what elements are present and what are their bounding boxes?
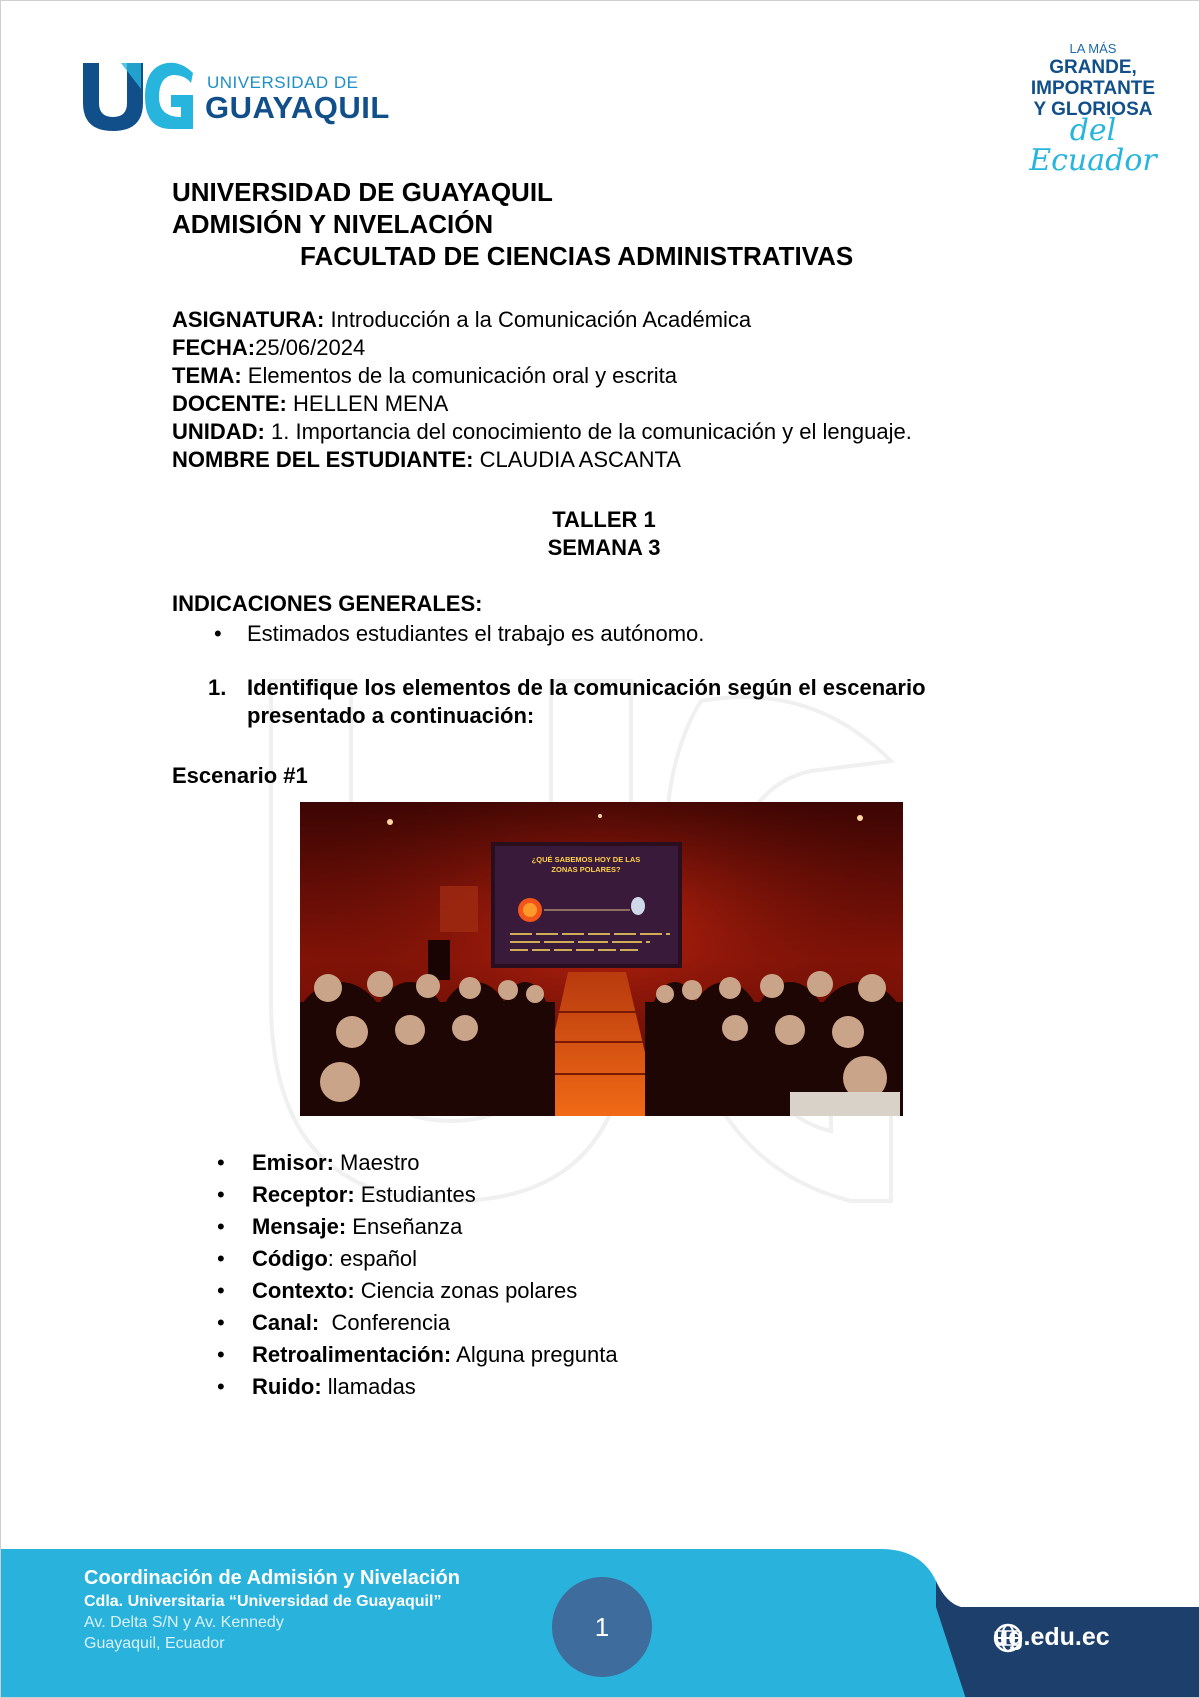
meta-asignatura-value: Introducción a la Comunicación Académica	[324, 307, 752, 332]
bullet-dot: •	[217, 1246, 225, 1271]
list-item-codigo	[213, 1243, 913, 1275]
element-value: : español	[327, 1246, 418, 1271]
bullet-dot: •	[217, 1214, 225, 1239]
footer-line-2: Cdla. Universitaria “Universidad de Guayaquil”	[84, 1593, 442, 1610]
ug-logo	[81, 59, 390, 133]
question-number: 1.	[208, 675, 227, 700]
element-value: Estudiantes	[354, 1182, 476, 1207]
screen-title-line-2: ZONAS POLARES?	[551, 865, 621, 874]
list-item-emisor	[213, 1147, 913, 1179]
slogan-line-3: IMPORTANTE	[1030, 78, 1156, 99]
meta-docente-value: HELLEN MENA	[286, 391, 449, 416]
meta-tema-value: Elementos de la comunicación oral y escrita	[241, 363, 677, 388]
footer-line-3: Av. Delta S/N y Av. Kennedy	[84, 1614, 284, 1631]
element-label: Contexto:	[252, 1278, 355, 1303]
meta-block	[172, 306, 1052, 474]
meta-fecha	[172, 334, 1052, 362]
bullet-dot: •	[217, 1278, 225, 1303]
bullet-dot: •	[217, 1150, 225, 1175]
website-link[interactable]	[993, 1623, 1110, 1652]
element-label: Emisor:	[252, 1150, 334, 1175]
element-label: Código	[252, 1246, 328, 1271]
element-label: Retroalimentación:	[252, 1342, 452, 1367]
meta-unidad-value: 1. Importancia del conocimiento de la comunicación y el lenguaje.	[264, 419, 912, 444]
element-value: Conferencia	[319, 1310, 451, 1335]
ug-logo-icon	[81, 59, 201, 133]
meta-estudiante-value: CLAUDIA ASCANTA	[473, 447, 681, 472]
scenario-label: Escenario #1	[172, 763, 308, 788]
meta-tema-label: TEMA:	[172, 363, 242, 388]
list-item-mensaje	[213, 1211, 913, 1243]
bullet-dot: •	[217, 1310, 225, 1335]
slogan-line-5: del Ecuador	[1029, 113, 1157, 178]
slogan-line-1: LA MÁS	[1069, 41, 1117, 56]
taller-line-1: TALLER 1	[552, 507, 656, 532]
element-label: Ruido:	[252, 1374, 322, 1399]
list-item-retroalimentacion	[213, 1339, 913, 1371]
meta-docente-label: DOCENTE:	[172, 391, 287, 416]
auditorium-illustration	[300, 802, 903, 1116]
slogan-logo	[1023, 41, 1163, 176]
website-text: ug.edu.ec	[993, 1623, 1110, 1651]
list-item-ruido	[213, 1371, 913, 1403]
question-text: Identifique los elementos de la comunicación según el escenario presentado a continuación:	[247, 675, 926, 728]
title-faculty: FACULTAD DE CIENCIAS ADMINISTRATIVAS	[300, 241, 854, 271]
element-label: Canal:	[252, 1310, 320, 1335]
bullet-dot: •	[217, 1374, 225, 1399]
page-footer	[1, 1541, 1200, 1698]
meta-asignatura	[172, 306, 1052, 334]
meta-unidad	[172, 418, 1052, 446]
meta-unidad-label: UNIDAD:	[172, 419, 265, 444]
taller-heading	[172, 506, 1036, 562]
bullet-dot: •	[217, 1182, 225, 1207]
element-value: Enseñanza	[346, 1214, 463, 1239]
communication-elements-list	[213, 1147, 913, 1403]
meta-fecha-label: FECHA:	[172, 335, 256, 360]
element-label: Receptor:	[252, 1182, 355, 1207]
indicaciones-heading: INDICACIONES GENERALES:	[172, 591, 483, 616]
auditorium-photo	[300, 802, 903, 1116]
footer-line-4: Guayaquil, Ecuador	[84, 1635, 225, 1652]
element-label: Mensaje:	[252, 1214, 347, 1239]
globe-icon	[993, 1623, 1023, 1653]
question-item	[172, 674, 1012, 730]
document-body	[172, 176, 1052, 790]
taller-line-2: SEMANA 3	[547, 535, 661, 560]
element-value: Alguna pregunta	[451, 1342, 618, 1367]
logo-line-2: GUAYAQUIL	[205, 90, 390, 125]
title-university: UNIVERSIDAD DE GUAYAQUIL	[172, 177, 553, 207]
slogan-line-4: Y GLORIOSA	[1033, 99, 1153, 120]
page-number-badge: 1	[552, 1577, 652, 1677]
meta-estudiante	[172, 446, 1052, 474]
bullet-dot: •	[214, 621, 222, 646]
meta-estudiante-label: NOMBRE DEL ESTUDIANTE:	[172, 447, 474, 472]
element-value: Maestro	[333, 1150, 420, 1175]
slogan-line-2: GRANDE,	[1049, 57, 1137, 78]
meta-fecha-value: 25/06/2024	[255, 335, 366, 360]
list-item-contexto	[213, 1275, 913, 1307]
footer-address	[84, 1565, 460, 1654]
list-item-receptor	[213, 1179, 913, 1211]
indicaciones-item	[172, 620, 1052, 648]
element-value: llamadas	[321, 1374, 416, 1399]
bullet-dot: •	[217, 1342, 225, 1367]
indicaciones-item-text: Estimados estudiantes el trabajo es autónomo.	[247, 621, 705, 646]
meta-docente	[172, 390, 1052, 418]
logo-line-1: UNIVERSIDAD DE	[207, 73, 359, 92]
meta-tema	[172, 362, 1052, 390]
list-item-canal	[213, 1307, 913, 1339]
meta-asignatura-label: ASIGNATURA:	[172, 307, 325, 332]
footer-line-1: Coordinación de Admisión y Nivelación	[84, 1567, 460, 1589]
element-value: Ciencia zonas polares	[354, 1278, 578, 1303]
title-admission: ADMISIÓN Y NIVELACIÓN	[172, 209, 494, 239]
screen-title-line-1: ¿QUÉ SABEMOS HOY DE LAS	[531, 855, 641, 864]
